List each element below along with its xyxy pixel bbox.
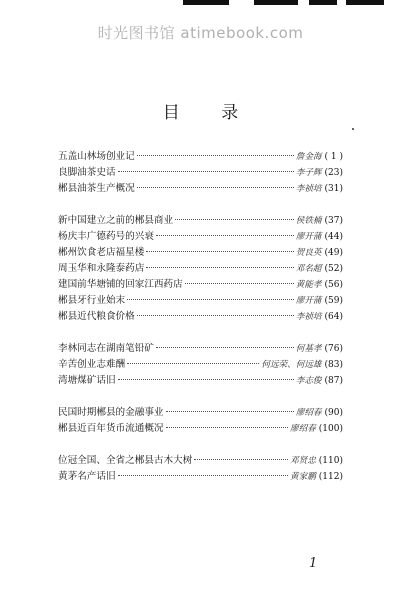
toc-entry-title: 郴县近百年货币流通概况	[58, 423, 164, 434]
toc-entry-page: (87)	[324, 376, 343, 386]
toc-entry-author: 黄家鹏	[290, 472, 316, 482]
scan-edge-mark	[254, 0, 298, 5]
toc-entry-title: 辛苦创业志难酬	[58, 359, 126, 370]
toc-entry-author: 邓贤忠	[290, 456, 316, 466]
toc-entry	[58, 180, 343, 196]
toc-entry-title: 建国前华塘铺的回家江西药店	[58, 279, 183, 290]
toc-entry	[58, 244, 343, 260]
scan-edge-mark	[346, 0, 384, 5]
scan-edge-mark	[183, 0, 229, 5]
toc-entry-author: 廖绍春	[290, 424, 316, 434]
toc-entry-page: (83)	[324, 360, 343, 370]
toc-entry-author: 邓名超	[295, 264, 322, 274]
toc-entry	[58, 292, 343, 308]
toc-entry-page: (112)	[318, 472, 343, 482]
toc-entry-page: (56)	[324, 280, 343, 290]
dot-leader	[175, 219, 294, 220]
toc-entry-author: 廖开蒲	[295, 232, 322, 242]
toc-entry	[58, 276, 343, 292]
dot-leader	[146, 267, 293, 268]
dot-leader	[137, 315, 294, 316]
toc-group	[58, 404, 343, 436]
toc-entry	[58, 452, 343, 468]
toc-entry	[58, 164, 343, 180]
toc-entry	[58, 228, 343, 244]
toc-group	[58, 340, 343, 388]
toc-entry-author: 何基孝	[295, 344, 322, 354]
toc-entry-title: 民国时期郴县的金融事业	[58, 407, 164, 418]
toc-entry-title: 郴县近代粮食价格	[58, 311, 135, 322]
toc-entry	[58, 212, 343, 228]
dot-leader	[137, 187, 294, 188]
toc-group	[58, 452, 343, 484]
toc-entry	[58, 356, 343, 372]
toc-entry-page: (59)	[324, 296, 343, 306]
toc-entry-title: 郴县油茶生产概况	[58, 183, 135, 194]
watermark: 时光图书馆 atimebook.com	[97, 24, 304, 42]
dot-leader	[156, 347, 294, 348]
dot-leader	[137, 155, 294, 156]
toc-entry-author: 詹金海	[295, 152, 322, 162]
scan-speck	[352, 128, 354, 130]
toc-entry-title: 郴县牙行业始末	[58, 295, 126, 306]
toc-entry-author: 侯铁楠	[295, 216, 322, 226]
dot-leader	[166, 427, 288, 428]
toc-entry-page: (31)	[324, 184, 343, 194]
toc-entry-page: ( 1 )	[324, 152, 343, 162]
toc-entry-page: (37)	[324, 216, 343, 226]
table-of-contents	[58, 148, 343, 500]
toc-group	[58, 212, 343, 324]
toc-entry-author: 贺良英	[295, 248, 322, 258]
toc-entry-author: 廖开蒲	[295, 296, 322, 306]
dot-leader	[118, 475, 288, 476]
toc-entry-title: 李林同志在湖南笔铅矿	[58, 343, 154, 354]
dot-leader	[146, 251, 293, 252]
toc-entry-page: (100)	[318, 424, 343, 434]
dot-leader	[118, 379, 294, 380]
page-title: 目 录	[162, 103, 257, 123]
page-number: 1	[309, 556, 318, 571]
toc-entry-page: (76)	[324, 344, 343, 354]
dot-leader	[127, 299, 294, 300]
toc-entry	[58, 340, 343, 356]
scan-edge-mark	[309, 0, 337, 5]
toc-entry	[58, 420, 343, 436]
toc-entry-page: (110)	[318, 456, 343, 466]
dot-leader	[166, 411, 294, 412]
toc-entry-page: (90)	[324, 408, 343, 418]
toc-entry-title: 郴州饮食老店福星楼	[58, 247, 145, 258]
dot-leader	[127, 363, 259, 364]
toc-entry-author: 李祯培	[295, 312, 322, 322]
toc-entry-author: 廖绍春	[295, 408, 322, 418]
toc-entry-author: 李志俊	[295, 376, 322, 386]
toc-entry-page: (44)	[324, 232, 343, 242]
toc-entry	[58, 404, 343, 420]
toc-group	[58, 148, 343, 196]
toc-entry-title: 杨庆丰广德药号的兴衰	[58, 231, 154, 242]
toc-entry-author: 李子辉	[295, 168, 322, 178]
toc-entry	[58, 372, 343, 388]
toc-entry	[58, 260, 343, 276]
toc-entry	[58, 308, 343, 324]
dot-leader	[118, 171, 294, 172]
dot-leader	[185, 283, 294, 284]
scan-top-edge	[0, 0, 401, 8]
toc-entry-page: (23)	[324, 168, 343, 178]
toc-entry-title: 黄茅名产话旧	[58, 471, 116, 482]
toc-entry-title: 新中国建立之前的郴县商业	[58, 215, 174, 226]
toc-entry-author: 李祯培	[295, 184, 322, 194]
toc-entry-title: 位冠全国、全省之郴县古木大树	[58, 455, 193, 466]
toc-entry-author: 何远荣、何远雄	[261, 360, 322, 370]
toc-entry	[58, 148, 343, 164]
toc-entry-title: 良脚油茶史话	[58, 167, 116, 178]
toc-entry-page: (64)	[324, 312, 343, 322]
dot-leader	[156, 235, 294, 236]
toc-entry-page: (49)	[324, 248, 343, 258]
toc-entry-title: 湾塘煤矿话旧	[58, 375, 116, 386]
toc-entry-title: 周玉华和永隆泰药店	[58, 263, 145, 274]
toc-entry-page: (52)	[324, 264, 343, 274]
toc-entry-author: 黄能孝	[295, 280, 322, 290]
toc-entry-title: 五盖山林场创业记	[58, 151, 135, 162]
toc-entry	[58, 468, 343, 484]
dot-leader	[194, 459, 288, 460]
